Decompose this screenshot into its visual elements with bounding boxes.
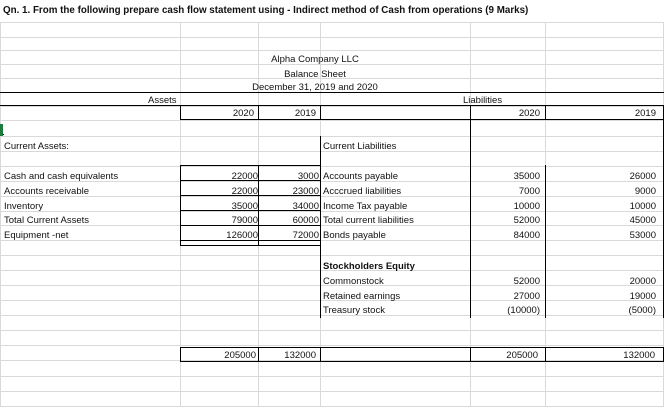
equity-row-2019: 20000 xyxy=(629,276,656,287)
liability-row-label: Income Tax payable xyxy=(323,201,408,212)
liability-row-2020: 52000 xyxy=(513,215,540,226)
equity-row-2020: 52000 xyxy=(513,276,540,287)
asset-row-label: Equipment -net xyxy=(4,230,69,241)
liability-row-label: Total current liabilities xyxy=(323,215,414,226)
equity-row-2019: 19000 xyxy=(629,291,656,302)
liabilities-header: Liabilities xyxy=(463,95,503,106)
stockholders-equity-label: Stockholders Equity xyxy=(323,261,415,272)
statement-title: Balance Sheet xyxy=(284,69,346,80)
question-heading: Qn. 1. From the following prepare cash flow statement using - Indirect method of Cash from operations (9 Marks) xyxy=(3,5,529,16)
asset-row-2020: 126000 xyxy=(226,230,258,241)
equity-row-2019: (5000) xyxy=(628,305,656,316)
assets-year-2019: 2019 xyxy=(294,108,316,119)
liability-row-label: Bonds payable xyxy=(323,230,386,241)
liability-row-2020: 7000 xyxy=(518,186,540,197)
equity-row-label: Commonstock xyxy=(323,276,384,287)
liability-row-2019: 10000 xyxy=(629,201,656,212)
asset-row-2020: 35000 xyxy=(231,201,258,212)
liability-row-label: Accounts payable xyxy=(323,171,398,182)
asset-row-2020: 22000 xyxy=(231,171,258,182)
liability-row-2019: 26000 xyxy=(629,171,656,182)
liability-row-2019: 9000 xyxy=(634,186,656,197)
statement-date: December 31, 2019 and 2020 xyxy=(252,82,378,93)
liability-row-2020: 10000 xyxy=(513,201,540,212)
current-assets-label: Current Assets: xyxy=(4,141,69,152)
asset-row-2019: 60000 xyxy=(292,215,319,226)
liabilities-total-2019: 132000 xyxy=(623,350,655,361)
company-name: Alpha Company LLC xyxy=(271,54,359,65)
liability-row-2019: 45000 xyxy=(629,215,656,226)
liabilities-year-2019: 2019 xyxy=(634,108,656,119)
liabilities-year-2020: 2020 xyxy=(518,108,540,119)
asset-row-2019: 34000 xyxy=(292,201,319,212)
row-marker xyxy=(0,124,3,136)
asset-row-label: Inventory xyxy=(4,201,44,212)
assets-total-2019: 132000 xyxy=(284,350,316,361)
asset-row-2020: 79000 xyxy=(231,215,258,226)
liability-row-2019: 53000 xyxy=(629,230,656,241)
asset-row-2019: 3000 xyxy=(297,171,319,182)
assets-year-2020: 2020 xyxy=(232,108,254,119)
liability-row-2020: 84000 xyxy=(513,230,540,241)
asset-row-2020: 22000 xyxy=(231,186,258,197)
equity-row-label: Treasury stock xyxy=(323,305,385,316)
asset-row-label: Total Current Assets xyxy=(4,215,90,226)
equity-row-2020: 27000 xyxy=(513,291,540,302)
asset-row-label: Cash and cash equivalents xyxy=(4,171,119,182)
liability-row-2020: 35000 xyxy=(513,171,540,182)
asset-row-label: Accounts receivable xyxy=(4,186,90,197)
equity-row-2020: (10000) xyxy=(507,305,540,316)
assets-header: Assets xyxy=(148,95,177,106)
current-liabilities-label: Current Liabilities xyxy=(323,141,397,152)
equity-row-label: Retained earnings xyxy=(323,291,401,302)
assets-total-2020: 205000 xyxy=(224,350,256,361)
asset-row-2019: 23000 xyxy=(292,186,319,197)
liabilities-total-2020: 205000 xyxy=(506,350,538,361)
liability-row-label: Acccrued liabilities xyxy=(323,186,402,197)
asset-row-2019: 72000 xyxy=(292,230,319,241)
